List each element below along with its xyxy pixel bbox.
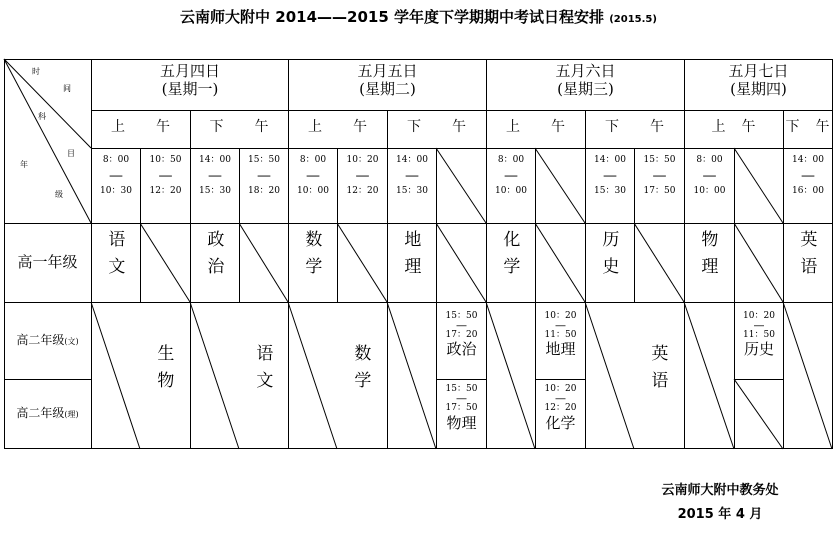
half-pm: 下 午: [407, 119, 467, 135]
g2w-history-cell: [735, 312, 783, 358]
day-weekday: (星期二): [359, 80, 416, 98]
time-slot: [487, 156, 535, 196]
time-dash: —: [456, 319, 467, 332]
time-end: 12：20: [346, 186, 379, 196]
footer-office: 云南师大附中教务处: [661, 483, 779, 498]
corner-label-ji: 级: [55, 190, 63, 199]
time-slot: [635, 156, 684, 196]
row-label-grade2-science: [4, 406, 91, 420]
row-label-suffix: (文): [64, 337, 79, 346]
g2-chinese: 语文: [252, 344, 273, 398]
time-end: 17：50: [445, 403, 478, 413]
day-date: 五月四日: [159, 62, 220, 80]
time-dash: —: [603, 168, 617, 184]
time-start: 10：20: [544, 384, 577, 394]
time-start: 15：50: [445, 384, 478, 394]
time-end: 11：50: [544, 330, 577, 340]
time-end: 18：20: [248, 186, 280, 196]
day-weekday: (星期四): [730, 80, 787, 98]
g1-physics: 物理: [697, 230, 718, 284]
row-label-text: 高二年级: [16, 333, 65, 347]
day-weekday: (星期一): [161, 80, 219, 98]
corner-label-jian: 间: [63, 84, 71, 93]
g1-politics: 政治: [203, 230, 224, 284]
g2l-physics-cell: [437, 385, 486, 433]
time-slot: [586, 156, 634, 196]
time-dash: —: [158, 168, 173, 184]
subject-label: 历史: [743, 340, 774, 358]
time-end: 11：50: [743, 330, 775, 340]
half-am: 上 午: [506, 119, 566, 135]
time-dash: —: [555, 392, 566, 405]
subject-label: 化学: [545, 414, 576, 432]
time-end: 10：30: [100, 186, 132, 196]
g2-biology: 生物: [153, 344, 174, 398]
time-start: 8：00: [299, 155, 327, 165]
time-start: 8：00: [102, 155, 130, 165]
g1-geography: 地理: [400, 230, 421, 284]
time-slot: [191, 156, 239, 196]
time-dash: —: [109, 168, 123, 184]
time-end: 17：20: [445, 330, 478, 340]
g1-english: 英语: [796, 230, 817, 284]
time-start: 10：20: [544, 311, 577, 321]
time-start: 14：00: [199, 155, 231, 165]
g1-chemistry: 化学: [499, 230, 520, 284]
row-label-grade1: 高一年级: [17, 253, 78, 271]
time-start: 14：00: [396, 155, 428, 165]
title-text: 云南师大附中 2014——2015 学年度下学期期中考试日程安排: [180, 8, 604, 26]
time-end: 16：00: [792, 186, 824, 196]
corner-label-mu: 目: [67, 149, 75, 158]
time-end: 10：00: [297, 186, 329, 196]
day-date: 五月六日: [555, 62, 616, 80]
time-slot: [289, 156, 337, 196]
time-dash: —: [208, 168, 222, 184]
time-slot: [685, 156, 734, 196]
time-slot: [141, 156, 190, 196]
time-dash: —: [456, 392, 467, 405]
time-dash: —: [306, 168, 320, 184]
half-pm: 下 午: [605, 119, 665, 135]
corner-label-nian: 年: [20, 160, 28, 169]
g2-math: 数学: [350, 344, 371, 398]
day-date: 五月五日: [357, 62, 418, 80]
time-end: 12：20: [149, 186, 182, 196]
time-end: 15：30: [199, 186, 231, 196]
time-dash: —: [504, 168, 518, 184]
corner-label-shi: 时: [32, 67, 40, 76]
half-am: 上 午: [308, 119, 368, 135]
time-slot: [784, 156, 832, 196]
g2w-politics-cell: [437, 312, 486, 358]
time-end: 12：20: [544, 403, 577, 413]
day-weekday: (星期三): [557, 80, 614, 98]
g2w-geography-cell: [536, 312, 585, 358]
day-date: 五月七日: [728, 62, 789, 80]
g2-english: 英语: [647, 344, 668, 398]
time-start: 14：00: [792, 155, 824, 165]
row-label-suffix: (理): [64, 410, 79, 419]
time-start: 10：50: [149, 155, 182, 165]
time-dash: —: [652, 168, 667, 184]
time-start: 15：50: [248, 155, 280, 165]
subject-label: 物理: [446, 414, 477, 432]
g1-chinese: 语文: [104, 230, 125, 284]
time-slot: [92, 156, 140, 196]
time-dash: —: [257, 168, 271, 184]
time-end: 10：00: [693, 186, 726, 196]
day-header-1: [92, 62, 288, 98]
subject-label: 政治: [446, 340, 477, 358]
time-start: 10：20: [346, 155, 379, 165]
day-header-2: [289, 62, 486, 98]
time-dash: —: [555, 319, 566, 332]
day-header-3: [487, 62, 684, 98]
half-pm: 下 午: [209, 119, 270, 135]
time-slot: [388, 156, 436, 196]
corner-label-ke: 科: [38, 112, 46, 121]
g1-history: 历史: [598, 230, 619, 284]
time-start: 10：20: [743, 311, 775, 321]
time-dash: —: [702, 168, 717, 184]
row-label-text: 高二年级: [16, 406, 65, 420]
time-start: 8：00: [696, 155, 723, 165]
time-dash: —: [753, 319, 765, 332]
time-start: 15：50: [445, 311, 478, 321]
time-slot: [240, 156, 288, 196]
footer-date: 2015 年 4 月: [677, 507, 763, 522]
time-end: 10：00: [495, 186, 527, 196]
g2l-chemistry-cell: [536, 385, 585, 433]
row-label-grade2-arts: [4, 333, 91, 347]
half-am: 上 午: [711, 119, 757, 135]
day-header-4: [685, 62, 832, 98]
time-end: 17：50: [643, 186, 676, 196]
time-end: 15：30: [396, 186, 428, 196]
time-dash: —: [801, 168, 815, 184]
time-start: 8：00: [497, 155, 525, 165]
half-am: 上 午: [111, 119, 171, 135]
time-dash: —: [405, 168, 419, 184]
time-start: 14：00: [594, 155, 626, 165]
title-date: (2015.5): [609, 14, 657, 25]
time-start: 15：50: [643, 155, 676, 165]
subject-label: 地理: [545, 340, 576, 358]
half-pm: 下 午: [785, 119, 831, 135]
time-end: 15：30: [594, 186, 626, 196]
time-dash: —: [355, 168, 370, 184]
g1-math: 数学: [301, 230, 322, 284]
time-slot: [338, 156, 387, 196]
